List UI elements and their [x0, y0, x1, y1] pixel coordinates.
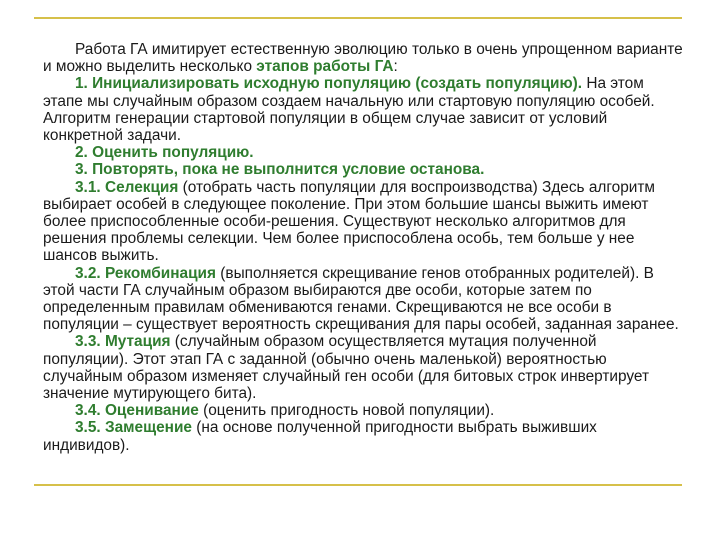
intro-paragraph	[43, 41, 683, 75]
step-3-3-title: Мутация	[104, 333, 171, 351]
step-3-2-number: 3.2.	[75, 264, 105, 282]
step-3-5	[43, 419, 683, 453]
step-3-3-text: (случайным образом осуществляется мутация полученной популяции). Этот этап ГА с заданной (обычно очень маленькой) вероятностью случайным образом изменяет случайный ген особи (для битовых строк инвертирует значение мутирующего бита).	[43, 333, 650, 403]
step-3-4-number: 3.4.	[75, 402, 105, 420]
step-3-4	[43, 402, 683, 419]
step-3-2-title: Рекомбинация	[104, 264, 217, 282]
step-1-text: На этом этапе мы случайным образом создаем начальную или стартовую популяцию особей. Алгоритм генерации стартовой популяции в общем случае зависит от условий конкретной задачи.	[43, 75, 655, 145]
bottom-divider	[34, 484, 682, 486]
step-3-2	[43, 265, 683, 334]
intro-colon: :	[393, 58, 398, 76]
step-3-1	[43, 179, 683, 265]
step-3-title: 3. Повторять, пока не выполнится условие останова.	[75, 161, 485, 179]
step-3	[43, 161, 683, 178]
step-3-3-number: 3.3.	[75, 333, 105, 351]
step-3-1-title: Селекция	[104, 178, 179, 196]
step-3-4-title: Оценивание	[104, 402, 199, 420]
top-divider	[34, 17, 682, 19]
stages-highlight: этапов работы ГА	[256, 58, 394, 76]
step-3-5-number: 3.5.	[75, 419, 105, 437]
step-1	[43, 75, 683, 144]
step-1-title: 1. Инициализировать исходную популяцию (создать популяцию).	[75, 75, 583, 93]
step-2-title: 2. Оценить популяцию.	[75, 144, 254, 162]
step-3-5-title: Замещение	[104, 419, 192, 437]
step-3-1-number: 3.1.	[75, 178, 105, 196]
step-3-1-text: (отобрать часть популяции для воспроизводства) Здесь алгоритм выбирает особей в следующее поколение. При этом большие шансы выжить имеют более приспособленные особи-решения. Существуют несколько алгоритмов для решения проблемы селекции. Чем более приспособлена особь, тем больше у нее шансов выжить.	[43, 178, 656, 265]
step-3-5-text: (на основе полученной пригодности выбрать выживших индивидов).	[43, 419, 597, 454]
step-3-2-text: (выполняется скрещивание генов отобранных родителей). В этой части ГА случайным образом выбираются две особи, которые затем по определенным правилам обмениваются генами. Скрещиваются не все особи в популяции – существует вероятность скрещивания для пары особей, заданная заранее.	[43, 264, 679, 334]
step-3-4-text: (оценить пригодность новой популяции).	[198, 402, 495, 420]
intro-text: Работа ГА имитирует естественную эволюцию только в очень упрощенном варианте и можно выделить несколько	[43, 41, 683, 76]
step-3-3	[43, 333, 683, 402]
document-body	[43, 41, 683, 454]
step-2	[43, 144, 683, 161]
